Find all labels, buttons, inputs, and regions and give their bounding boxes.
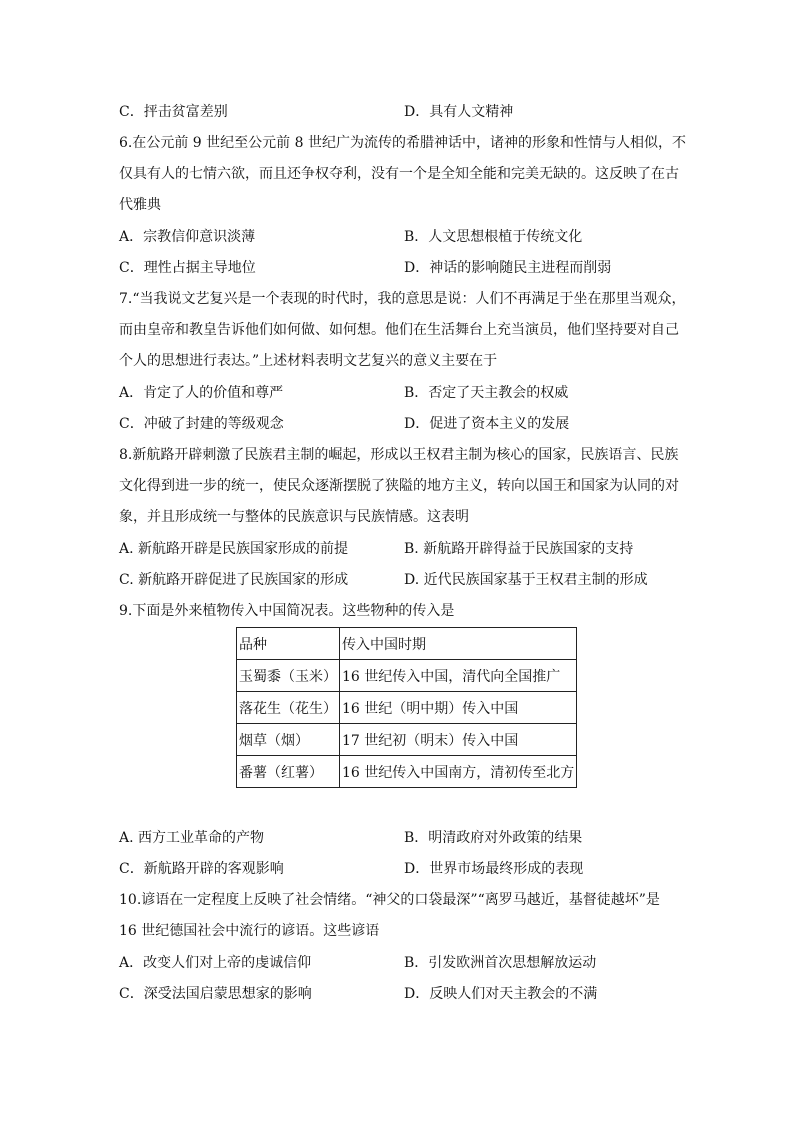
q8-option-d: D. 近代民族国家基于王权君主制的形成 (404, 572, 648, 588)
q6-option-d: D．神话的影响随民主进程而削弱 (404, 260, 612, 276)
q7-option-d: D．促进了资本主义的发展 (404, 416, 570, 432)
table-header-cell: 传入中国时期 (340, 628, 577, 660)
table-row (237, 660, 577, 692)
q7-stem-line-1: 7.“当我说文艺复兴是一个表现的时代时，我的意思是说：人们不再满足于坐在那里当观众， (119, 291, 686, 307)
q7-stem-line-3: 个人的思想进行表达。”上述材料表明文艺复兴的意义主要在于 (119, 353, 498, 369)
q6-option-c: C．理性占据主导地位 (119, 260, 256, 276)
table-cell: 番薯（红薯） (237, 756, 340, 788)
q7-option-c: C．冲破了封建的等级观念 (119, 416, 284, 432)
q10-stem-line-2: 16 世纪德国社会中流行的谚语。这些谚语 (119, 923, 380, 939)
q9-option-c: C．新航路开辟的客观影响 (119, 861, 284, 877)
q10-option-a: A．改变人们对上帝的虔诚信仰 (119, 955, 312, 971)
plant-introduction-table (236, 627, 577, 788)
table-cell: 16 世纪传入中国，清代向全国推广 (340, 660, 577, 692)
q10-option-c: C．深受法国启蒙思想家的影响 (119, 986, 312, 1002)
q7-option-a: A．肯定了人的价值和尊严 (119, 385, 284, 401)
q8-option-a: A. 新航路开辟是民族国家形成的前提 (119, 541, 349, 557)
q8-stem-line-3: 象，并且形成统一与整体的民族意识与民族情感。这表明 (119, 509, 469, 525)
table-row (237, 692, 577, 724)
q10-option-b: B．引发欧洲首次思想解放运动 (404, 955, 597, 971)
q8-option-b: B. 新航路开辟得益于民族国家的支持 (404, 541, 634, 557)
q10-stem-line-1: 10.谚语在一定程度上反映了社会情绪。“神父的口袋最深”“离罗马越近，基督徒越坏”是 (119, 892, 660, 908)
table-cell: 16 世纪（明中期）传入中国 (340, 692, 577, 724)
q6-option-a: A．宗教信仰意识淡薄 (119, 229, 256, 245)
q9-option-d: D．世界市场最终形成的表现 (404, 861, 584, 877)
q5-option-c: C．抨击贫富差别 (119, 104, 228, 120)
table-cell: 落花生（花生） (237, 692, 340, 724)
table-cell: 16 世纪传入中国南方，清初传至北方 (340, 756, 577, 788)
q7-stem-line-2: 而由皇帝和教皇告诉他们如何做、如何想。他们在生活舞台上充当演员，他们坚持要对自己 (119, 322, 679, 338)
q9-option-a: A. 西方工业革命的产物 (119, 830, 265, 846)
table-row (237, 756, 577, 788)
table-cell: 烟草（烟） (237, 724, 340, 756)
q6-stem-line-3: 代雅典 (119, 197, 161, 213)
q5-option-d: D．具有人文精神 (404, 104, 514, 120)
table-header-cell: 品种 (237, 628, 340, 660)
q8-stem-line-1: 8.新航路开辟刺激了民族君主制的崛起，形成以王权君主制为核心的国家，民族语言、民族 (119, 447, 679, 463)
q10-option-d: D．反映人们对天主教会的不满 (404, 986, 598, 1002)
table-row (237, 724, 577, 756)
q8-stem-line-2: 文化得到进一步的统一，使民众逐渐摆脱了狭隘的地方主义，转向以国王和国家为认同的对 (119, 478, 679, 494)
table-cell: 玉蜀黍（玉米） (237, 660, 340, 692)
table-header-row (237, 628, 577, 660)
q6-stem-line-1: 6.在公元前 9 世纪至公元前 8 世纪广为流传的希腊神话中，诸神的形象和性情与人相似，不 (119, 135, 686, 151)
q6-stem-line-2: 仅具有人的七情六欲，而且还争权夺利，没有一个是全知全能和完美无缺的。这反映了在古 (119, 166, 679, 182)
q6-option-b: B．人文思想根植于传统文化 (404, 229, 583, 245)
q9-stem: 9.下面是外来植物传入中国简况表。这些物种的传入是 (119, 603, 455, 619)
table-cell: 17 世纪初（明末）传入中国 (340, 724, 577, 756)
q8-option-c: C. 新航路开辟促进了民族国家的形成 (119, 572, 349, 588)
q7-option-b: B．否定了天主教会的权威 (404, 385, 569, 401)
q9-option-b: B．明清政府对外政策的结果 (404, 830, 583, 846)
